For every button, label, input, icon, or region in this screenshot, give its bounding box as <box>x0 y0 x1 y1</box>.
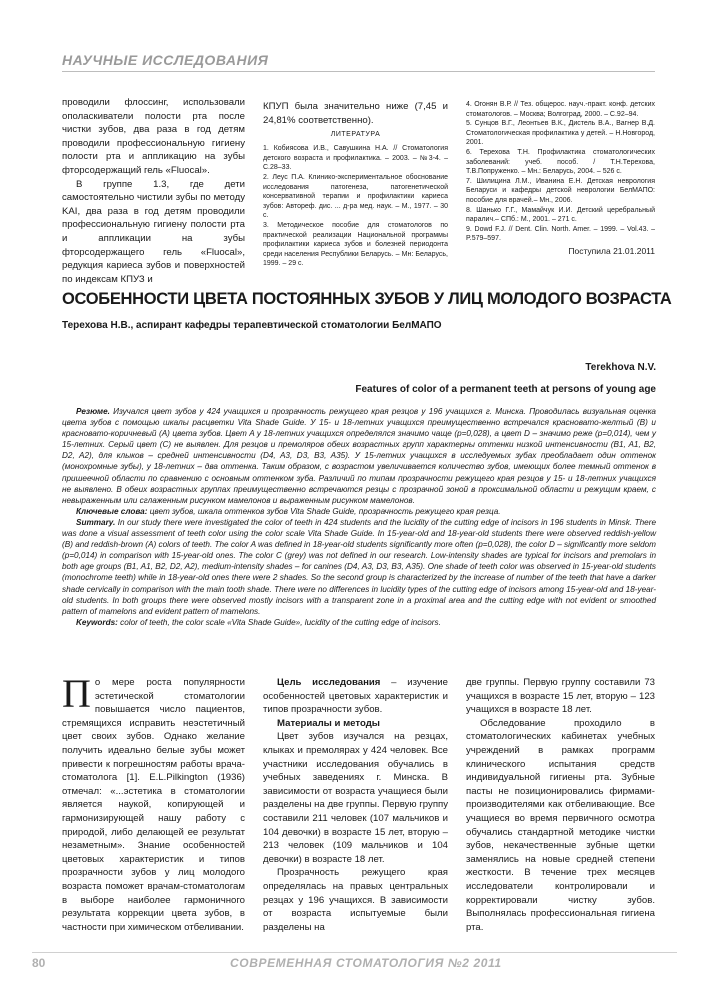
references-heading: ЛИТЕРАТУРА <box>330 131 381 139</box>
paragraph: В группе 1.3, где дети самостоятельно чистили зубы по методу KAI, два раза в год детям проводили профессиональную гигиену полости рта и аппликации на зубы фторсодержащего гель «Fluocal», редукция кариеса зубов и поверхностей по индексам КПУЗ и <box>62 178 245 285</box>
top-column-2 <box>263 100 448 269</box>
reference-item: 2. Леус П.А. Клинико-экспериментальное обоснование исследования патогенеза, патогенетической консервативной терапии и профилактики кариеса зубов: Автореф. дис. ... д-ра мед. наук. – М., 1977. – 30 с. <box>263 173 448 220</box>
reference-item: 8. Шанько Г.Г., Мамайчук И.И. Детский церебральный паралич.– СПб.: М., 2001. – 271 с. <box>466 206 655 224</box>
body-column-2 <box>263 676 448 934</box>
paragraph: КПУП была значительно ниже (7,45 и 24,81% соответственно). <box>263 101 448 126</box>
reference-item: 7. Шилицина Л.М., Иванина Е.Н. Детская неврология Беларуси и кафедры детской неврологии БелМАПО: пособие для врачей.– Мн., 2006. <box>466 177 655 204</box>
author-name: Терехова Н.В. <box>62 320 131 331</box>
abstract-ru: Резюме. Изучался цвет зубов у 424 учащихся и прозрачность режущего края резцов у 196 учащихся г. Минска. Проводилась визуальная оценка цвета зубов с помощью шкалы расцветки Vita Shade Guide. У 15- и 18-летних учащихся преимущественно встречался красновато-желтый (B) и красновато-коричневый (A) цвета зубов. Цвет A у 18-летних учащихся определялся значимо чаще (p=0,028), а цвет D – значимо реже (p=0,014), чем у 15-летних. Серый цвет (C) не выявлен. Для резцов и премоляров обеих возрастных групп характерны оттенки низкой интенсивности (B1, A1, B2, D2, A2), для клыков – средней интенсивности (D4, A3, D3, B3, A35). У 15-летних учащихся в исследуемых зубах преобладает один оттенок (монохромные зубы), у 18-летних – два оттенка. Таким образом, с возрастом увеличивается количество зубов, имеющих более темный оттенок в пришеечной области по сравнению с основным оттенком зуба. Различий по типам прозрачности режущего края резцов у 15- и 18-летних учащихся не выявлено. В обеих возрастных группах преимущественно встречаются резцы с прозрачной зоной в проксимальной области и режущим краем, с невыраженным или сглаженным рисунком мамелонов и выраженным рисунком мамелонов. <box>62 407 656 505</box>
paragraph: две группы. Первую группу составили 73 учащихся в возрасте 15 лет, вторую – 123 учащихся в возрасте 18 лет. <box>466 677 655 716</box>
reference-item: 1. Кобиясова И.В., Савушкина Н.А. // Стоматология детского возраста и профилактика. – 2003. – №3-4. – С.28–33. <box>263 145 448 172</box>
top-column-3 <box>466 100 655 256</box>
paragraph: Обследование проходило в стоматологических кабинетах учебных учреждений в рамках программ клинического испытания средств индивидуальной гигиены рта. Зубные пасты не позиционировались фирмами-производителями как отбеливающие. Все учащиеся во время первичного осмотра обучались стандартной методике чистки зубов, некачественные зубные щетки заменялись на новые средней степени жесткости. В течение трех месяцев исследователи контролировали и корректировали чистку зубов. Выполнялась профессиональная гигиена рта. <box>466 717 655 933</box>
body-column-1 <box>62 671 245 934</box>
english-author: Terekhova N.V. <box>585 362 656 373</box>
drop-cap: П <box>62 671 91 716</box>
page-number: 80 <box>32 956 46 970</box>
intro-paragraph: По мере роста популярности эстетической стоматологии повышается число пациентов, стремящихся исправить неэстетичный цвет своих зубов. Однако желание получить идеально белые зубы может привести к погрешностям работы врача-стоматолога [1]. E.L.Pilkington (1936) отмечал: «...эстетика в стоматологии является наукой, копирующей и гармонизирующей нашу работу с природой, либо делающей ее результат незаметным». Знание особенностей цветовых характеристик и типов прозрачности зубов у лиц молодого возраста поможет врачам-стоматологам в выборе наиболее гармоничного результата коррекции цвета зубов, в частности при химическом отбеливании. <box>62 671 245 933</box>
journal-name: СОВРЕМЕННАЯ СТОМАТОЛОГИЯ №2 2011 <box>230 956 502 970</box>
references-list-continued <box>466 100 655 244</box>
footer-divider <box>32 952 677 953</box>
section-header: НАУЧНЫЕ ИССЛЕДОВАНИЯ <box>62 52 269 68</box>
keywords-ru: Ключевые слова: цвет зубов, шкала оттенков зубов Vita Shade Guide, прозрачность режущего края резца. <box>76 506 501 516</box>
reference-item: 6. Терехова Т.Н. Профилактика стоматологических заболеваний: учеб. пособ. / Т.Н.Терехова, Т.В.Попруженко. – Мн.: Беларусь, 2004. – 526 с. <box>466 148 655 176</box>
header-divider <box>62 71 655 72</box>
reference-item: 3. Методическое пособие для стоматологов по практической реализации Национальной программы профилактики кариеса зубов и болезней периодонта среди населения Республики Беларусь. – Мн: Беларусь, 1999. – 29 с. <box>263 221 448 268</box>
reference-item: 9. Dowd F.J. // Dent. Clin. North. Amer. – 1999. – Vol.43. – P.579–597. <box>466 225 655 243</box>
goal-paragraph: Цель исследования – изучение особенностей цветовых характеристик и типов прозрачности зубов. <box>263 677 448 716</box>
references-list <box>263 144 448 269</box>
summary-en: Summary. In our study there were investigated the color of teeth in 424 students and the lucidity of the cutting edge of incisors in 196 students in Minsk. There was done a visual assessment of teeth color using the color scale Vita Shade Guide. In 15-year-old and 18-year-old students there were observed reddish-yellow (B) and reddish-brown (A) colors of teeth. The color A was defined in 18-year-old students significantly more often (p=0,028), the color D – significantly more seldom (p=0,014) in comparison with 15-year-old ones. The color C (grey) was not defined in our research. Low-intensity shades are typical for incisors and premolars in both age groups (B1, A1, B2, D2, A2), medium-intensity shades – for canines (D4, A3, D3, B3, A35). One shade of teeth color was observed in 15-year-old students (monochrome teeth) while in 18-year-old ones there were 2 shades. So the second group is characterized by the increase of number of the teeth that have a darker shade cervically in comparison with the main tooth shade. There were no differences in lucidity types of the cutting edge of incisors among 15-year-old and 18-year-old students. In both groups there were observed mostly incisors with a transparent zone in a proximal area and the cutting edge with not evident or smoothed pattern of mamelons and evident pattern of mamelons. <box>62 517 656 616</box>
english-title: Features of color of a permanent teeth at persons of young age <box>355 384 656 395</box>
body-column-3 <box>466 676 655 934</box>
keywords-en: Keywords: color of teeth, the color scale «Vita Shade Guide», lucidity of the cutting edge of incisors. <box>76 617 441 627</box>
methods-heading: Материалы и методы <box>277 717 380 729</box>
paragraph: Прозрачность режущего края определялась на правых центральных резцах у 196 учащихся. В зависимости от возраста испытуемые были разделены на <box>263 867 448 933</box>
reference-item: 4. Огонян В.Р. // Тез. общерос. науч.-практ. конф. детских стоматологов. – Москва; Волгоград, 2000. – С.92–94. <box>466 101 655 118</box>
reference-item: 5. Сунцов В.Г., Леонтьев В.К., Дистель В.А., Вагнер В.Д. Стоматологическая профилактика у детей. – Н.Новгород, 2001. <box>466 120 655 147</box>
received-date: Поступила 21.01.2011 <box>568 245 655 256</box>
article-title: ОСОБЕННОСТИ ЦВЕТА ПОСТОЯННЫХ ЗУБОВ У ЛИЦ МОЛОДОГО ВОЗРАСТА <box>62 290 672 308</box>
top-column-1 <box>62 96 245 286</box>
article-author <box>62 320 442 331</box>
abstract <box>62 406 656 628</box>
paragraph: Цвет зубов изучался на резцах, клыках и премолярах у 424 человек. Все участники исследования обучались в учебных заведениях г. Минска. В зависимости от возраста учащиеся были разделены на две группы. Первую группу составили 211 человек (107 мальчиков и 104 девочки) в возрасте 15 лет, вторую – 213 человек (109 мальчиков и 104 девочки) в возрасте 18 лет. <box>263 731 449 865</box>
paragraph: проводили флоссинг, использовали ополаскиватели полости рта после чистки зубов, два раза в год детям проводили профессиональную гигиену полости рта и аппликацию на зубы фторсодержащий гель «Fluocal». <box>62 97 245 176</box>
author-role: , аспирант кафедры терапевтической стоматологии БелМАПО <box>130 320 442 331</box>
